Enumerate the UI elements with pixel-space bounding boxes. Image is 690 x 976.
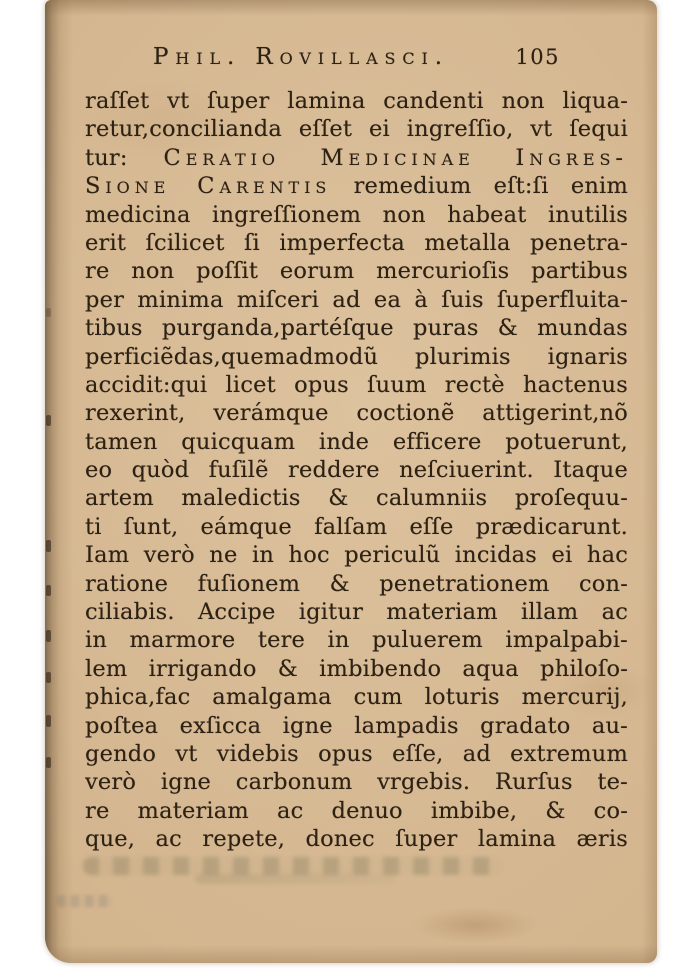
text-line: artem maledictis & calumniis proſequu- [85,485,628,512]
text-line: phica,fac amalgama cum loturis mercurij, [85,684,628,711]
text-line: verò igne carbonum vrgebis. Rurſus te- [85,769,628,796]
text-line: in marmore tere in puluerem impalpabi- [85,627,628,654]
text-line: tur: Ceratio Medicinae Ingres- [85,144,628,171]
text-line: re non poſſit eorum mercurioſis partibus [85,258,628,285]
text-line: ti ſunt, eámque falſam eſſe prædicarunt. [85,513,628,540]
body-text [85,87,628,854]
page-edge-mark [46,585,51,596]
page-header [85,44,628,74]
scanned-book-page [45,0,657,963]
text-line: raſſet vt ſuper lamina candenti non liqua- [85,88,628,114]
text-line: poſtea exſicca igne lampadis gradato au- [85,712,628,739]
text-line: lem irrigando & imbibendo aqua philoſo- [85,655,628,682]
page-edge-mark [46,672,51,683]
text-line: accidit:qui licet opus ſuum rectè hactenus [85,371,628,398]
text-line: rexerint, verámque coctionẽ attigerint,nõ [85,400,628,427]
running-title: Phil. Rovillasci. [153,44,449,70]
text-line: eo quòd fuſilẽ reddere neſciuerint. Itaque [85,457,628,484]
text-line: re materiam ac denuo imbibe, & co- [85,797,628,824]
text-line: Sione Carentis remedium eſt:ſi enim [85,173,628,200]
text-line: Iam verò ne in hoc periculũ incidas ei hac [85,542,628,569]
text-line: gendo vt videbis opus eſſe, ad extremum [85,740,628,767]
text-line: que, ac repete, donec ſuper lamina æris [85,826,628,853]
bleedthrough-smudge [83,857,503,875]
page-edge-mark [46,308,51,317]
text-line: erit ſcilicet ſi imperfecta metalla penetra- [85,229,628,256]
text-line: retur,concilianda eſſet ei ingreſſio, vt ſequi [85,116,628,143]
text-line: ratione fuſionem & penetrationem con- [85,570,628,597]
text-line: per minima miſceri ad ea à ſuis ſuperfluita- [85,286,628,313]
text-line: tibus purganda,partéſque puras & mundas [85,315,628,342]
page-edge-mark [46,715,51,727]
page-edge-mark [46,540,51,552]
page-edge-mark [46,415,51,426]
text-line: medicina ingreſſionem non habeat inutilis [85,201,628,228]
text-line: ciliabis. Accipe igitur materiam illam ac [85,599,628,626]
page-edge-mark [46,630,51,642]
page-edge-mark [46,757,51,768]
bleedthrough-smudge [57,895,112,907]
bleedthrough-smudge [195,874,395,884]
text-line: perficiẽdas,quemadmodũ plurimis ignaris [85,343,628,370]
page-number: 105 [515,45,560,69]
text-line: tamen quicquam inde efficere potuerunt, [85,428,628,455]
